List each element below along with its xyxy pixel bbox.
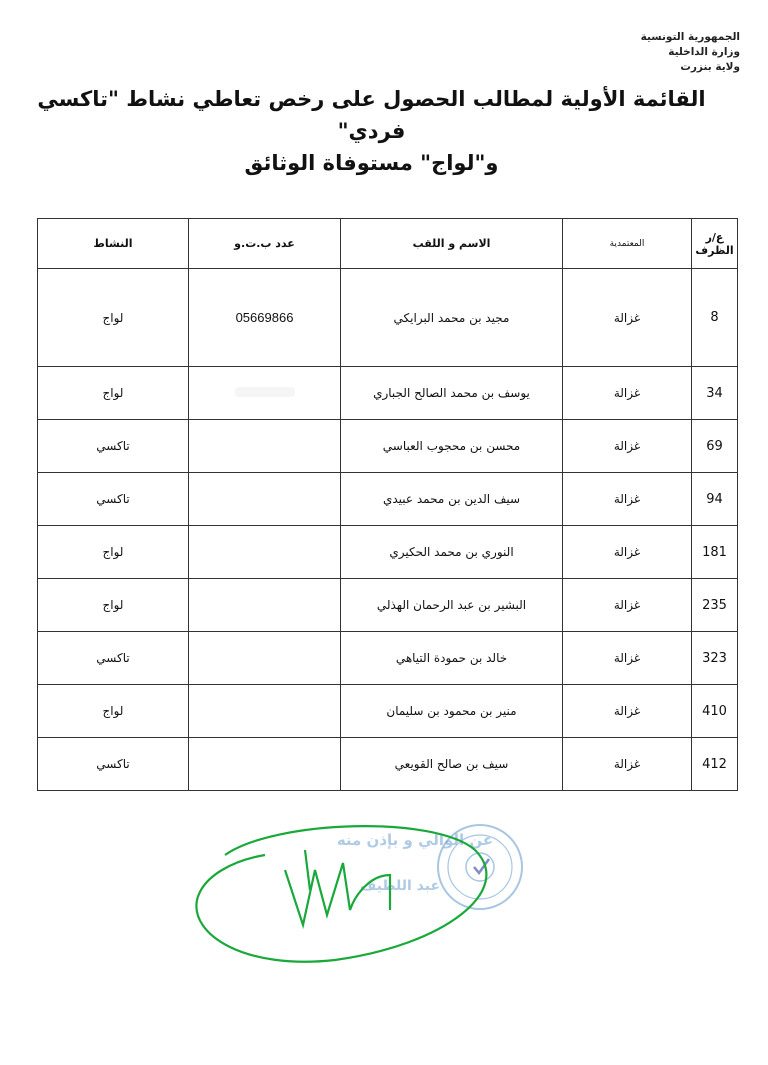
cell-order: 181 [692,526,738,579]
header-governorate: ولاية بنزرت [680,61,740,73]
table-row [38,685,738,738]
cell-activity: تاكسي [38,420,189,473]
cell-delegation: غزالة [563,579,692,632]
authority-stamp-text [337,831,493,894]
cell-delegation: غزالة [563,632,692,685]
table-row [38,632,738,685]
cell-name: منير بن محمود بن سليمان [341,685,563,738]
table-row [38,738,738,791]
col-id: عدد ب.ت.و [189,219,341,269]
signature-stamp-area [185,815,530,965]
cell-order: 34 [692,367,738,420]
cell-delegation: غزالة [563,473,692,526]
cell-activity: لواج [38,685,189,738]
cell-activity: لواج [38,269,189,367]
cell-delegation: غزالة [563,526,692,579]
cell-id-redacted [189,738,341,791]
cell-name: محسن بن محجوب العباسي [341,420,563,473]
table-row [38,579,738,632]
table-row [38,269,738,367]
cell-id-redacted [189,526,341,579]
col-delegation: المعتمدية [563,219,692,269]
redaction-mark [235,387,295,397]
cell-order: 8 [692,269,738,367]
header-ministry: وزارة الداخلية [668,46,740,58]
cell-id-redacted [189,473,341,526]
cell-name: مجيد بن محمد البرايكي [341,269,563,367]
cell-id-redacted [189,632,341,685]
issuer-header [641,30,740,75]
table-row [38,473,738,526]
cell-id-redacted [189,367,341,420]
cell-order: 69 [692,420,738,473]
cell-delegation: غزالة [563,420,692,473]
document-title [20,83,723,179]
table-row [38,367,738,420]
cell-activity: تاكسي [38,473,189,526]
cell-id: 05669866 [189,269,341,367]
table-row [38,526,738,579]
cell-delegation: غزالة [563,269,692,367]
col-activity: النشاط [38,219,189,269]
applicants-table [37,218,738,791]
cell-name: يوسف بن محمد الصالح الجباري [341,367,563,420]
cell-name: خالد بن حمودة التياهي [341,632,563,685]
stamp-text-line-1: عن الوالي و بإذن منه [336,831,494,849]
cell-delegation: غزالة [563,738,692,791]
cell-activity: لواج [38,526,189,579]
cell-name: سيف الدين بن محمد عبيدي [341,473,563,526]
cell-order: 412 [692,738,738,791]
cell-order: 410 [692,685,738,738]
cell-activity: لواج [38,579,189,632]
cell-name: سيف بن صالح القويعي [341,738,563,791]
cell-id-redacted [189,420,341,473]
col-order: ع/ر الظرف [692,219,738,269]
stamp-text-line-2: عبد اللطيف [359,878,441,894]
title-line-1: القائمة الأولية لمطالب الحصول على رخص تعاطي نشاط "تاكسي فردي" [37,87,706,143]
table-row [38,420,738,473]
col-name: الاسم و اللقب [341,219,563,269]
title-line-2: و"لواج" مستوفاة الوثائق [244,151,499,175]
cell-id-redacted [189,579,341,632]
cell-order: 94 [692,473,738,526]
cell-name: النوري بن محمد الحكيري [341,526,563,579]
cell-id-redacted [189,685,341,738]
header-republic: الجمهورية التونسية [640,31,740,43]
cell-order: 323 [692,632,738,685]
cell-name: البشير بن عبد الرحمان الهذلي [341,579,563,632]
cell-order: 235 [692,579,738,632]
cell-activity: تاكسي [38,632,189,685]
cell-activity: تاكسي [38,738,189,791]
cell-delegation: غزالة [563,685,692,738]
table-header-row [38,219,738,269]
cell-activity: لواج [38,367,189,420]
cell-delegation: غزالة [563,367,692,420]
